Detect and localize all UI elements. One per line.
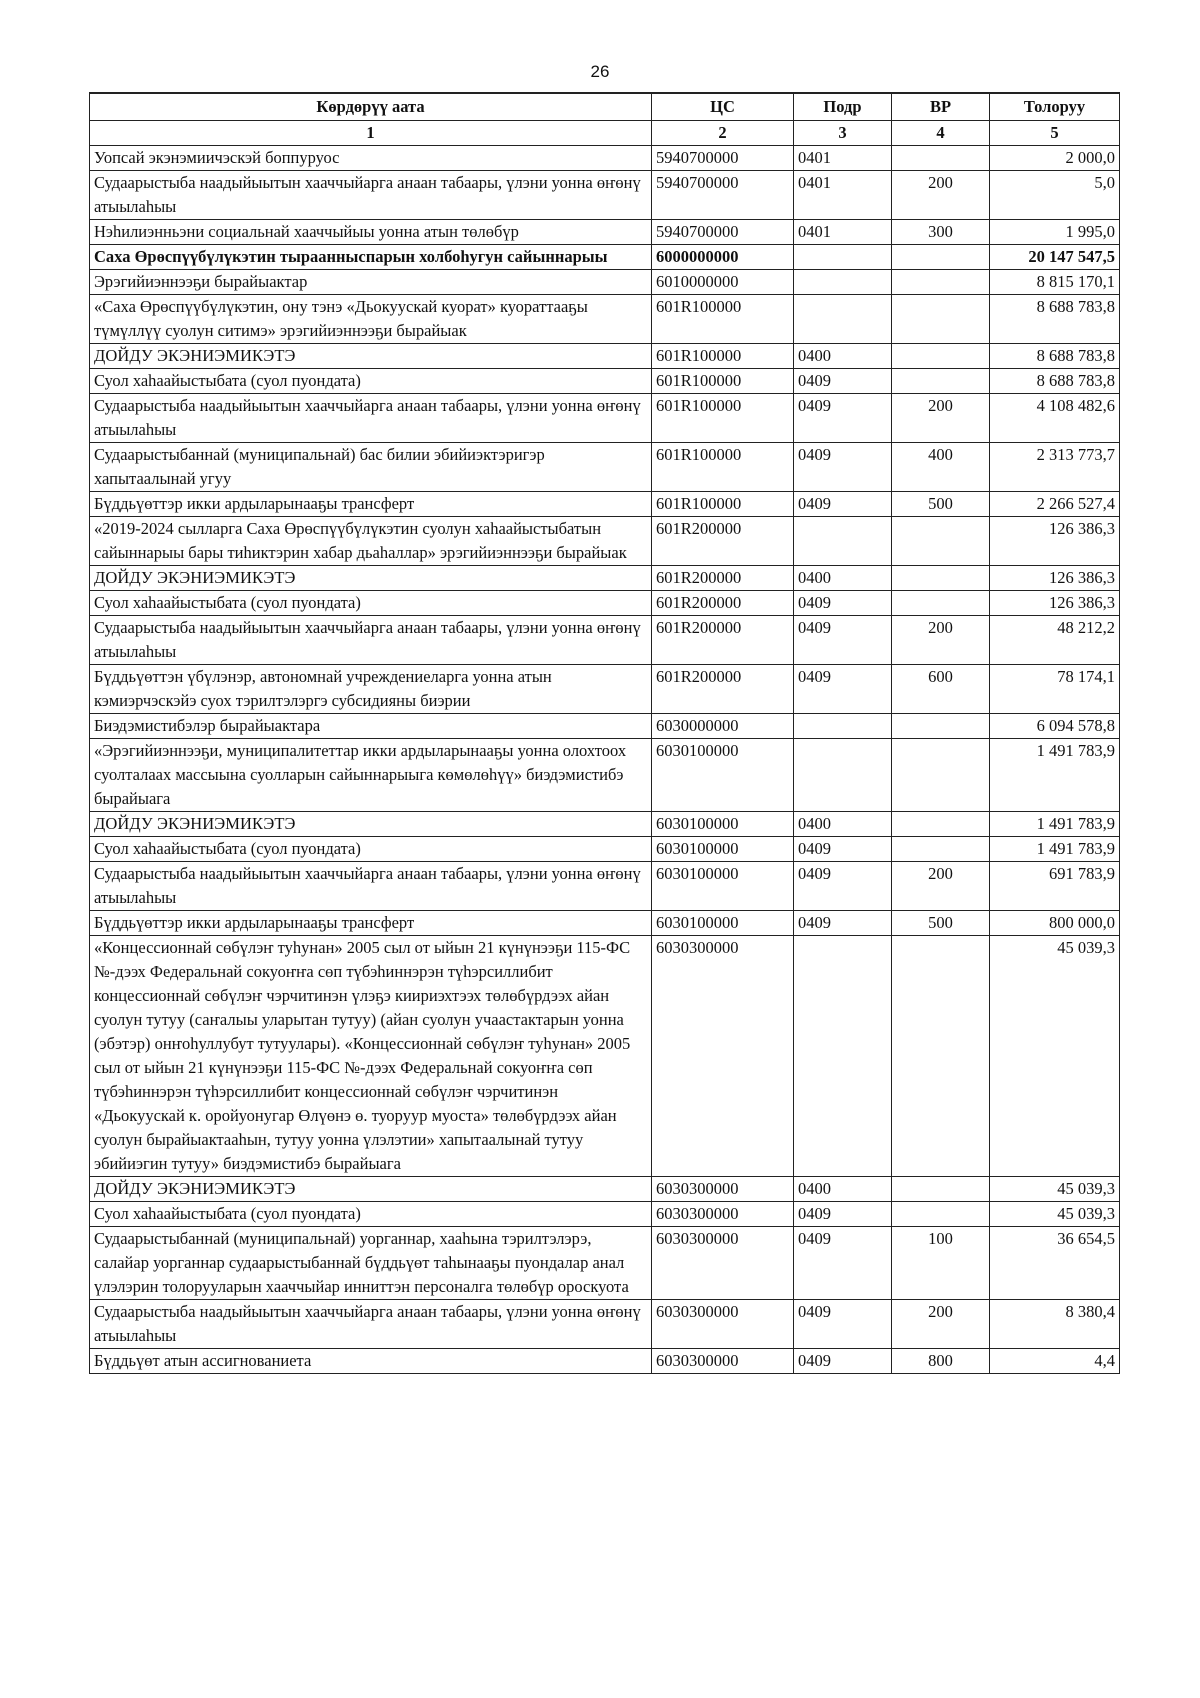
row-target-article: 6030300000 (652, 1177, 794, 1202)
table-row (90, 812, 1120, 837)
row-amount: 126 386,3 (990, 591, 1120, 616)
row-amount: 78 174,1 (990, 665, 1120, 714)
row-amount: 800 000,0 (990, 911, 1120, 936)
table-row (90, 1177, 1120, 1202)
row-target-article: 6030300000 (652, 1227, 794, 1300)
row-name: «Концессионнай сөбүлэҥ туһунан» 2005 сыл от ыйын 21 күнүнээҕи 115-ФС №-дээх Федеральнай сокуоҥҥа сөп түбэһиннэрэн түһэрсиллибит концессионнай сөбүлэҥ чэрчитинэн үлэҕэ киириэхтээх төлөбүрдээх айан суолун тутуу (саҥалыы уларытан тутуу) (айан суолун учаастактарын уонна (эбэтэр) онҥоһуллубут тутуулары). «Концессионнай сөбүлэҥ туһунан» 2005 сыл от ыйын 21 күнүнээҕи 115-ФС №-дээх Федеральнай сокуоҥҥа сөп түбэһиннэрэн түһэрсиллибит концессионнай сөбүлэҥ чэрчитинэн «Дьокуускай к. оройуонугар Өлүөнэ ө. туоруур муоста» төлөбүрдээх айан суолун бырайыактааһын, тутуу уонна үлэлэтии» хапытаалынай тутуу эбийиэгин тутуу» биэдэмистибэ бырайыага (90, 936, 652, 1177)
row-subsection: 0409 (794, 911, 892, 936)
row-subsection (794, 714, 892, 739)
row-expense-type: 400 (892, 443, 990, 492)
row-subsection: 0409 (794, 1300, 892, 1349)
row-name: Суол хаһаайыстыбата (суол пуондата) (90, 837, 652, 862)
row-amount: 20 147 547,5 (990, 245, 1120, 270)
header-expense-type: ВР (892, 93, 990, 121)
row-name: Нэһилиэнньэни социальнай хааччыйыы уонна атын төлөбүр (90, 220, 652, 245)
header-row (90, 93, 1120, 121)
row-expense-type: 600 (892, 665, 990, 714)
row-target-article: 5940700000 (652, 220, 794, 245)
row-name: Суол хаһаайыстыбата (суол пуондата) (90, 591, 652, 616)
table-row (90, 245, 1120, 270)
row-subsection: 0400 (794, 812, 892, 837)
budget-table (89, 92, 1120, 1374)
row-name: Биэдэмистибэлэр бырайыактара (90, 714, 652, 739)
table-row (90, 443, 1120, 492)
row-name: ДОЙДУ ЭКЭНИЭМИКЭТЭ (90, 344, 652, 369)
table-row (90, 394, 1120, 443)
row-name: Судаарыстыба наадыйыытын хааччыйарга анаан табаары, үлэни уонна өҥөнү атыылаһыы (90, 616, 652, 665)
row-expense-type: 200 (892, 1300, 990, 1349)
row-target-article: 601R200000 (652, 591, 794, 616)
row-name: Саха Өрөспүүбүлүкэтин тыраанныспарын холбоһугун сайыннарыы (90, 245, 652, 270)
row-name: Судаарыстыбаннай (муниципальнай) бас билии эбийиэктэригэр хапытаалынай угуу (90, 443, 652, 492)
row-amount: 4,4 (990, 1349, 1120, 1374)
row-subsection: 0401 (794, 220, 892, 245)
row-amount: 8 688 783,8 (990, 344, 1120, 369)
row-subsection: 0400 (794, 1177, 892, 1202)
row-subsection (794, 295, 892, 344)
table-row (90, 270, 1120, 295)
row-name: «Эрэгийиэннээҕи, муниципалитеттар икки ардыларынааҕы уонна олохтоох суолталаах массыына суолларын сайыннарыыга көмөлөһүү» биэдэмистибэ бырайыага (90, 739, 652, 812)
row-expense-type (892, 245, 990, 270)
table-row (90, 936, 1120, 1177)
table-row (90, 566, 1120, 591)
row-expense-type (892, 369, 990, 394)
row-subsection: 0409 (794, 492, 892, 517)
row-amount: 48 212,2 (990, 616, 1120, 665)
row-amount: 126 386,3 (990, 517, 1120, 566)
row-target-article: 601R100000 (652, 369, 794, 394)
row-subsection: 0409 (794, 837, 892, 862)
row-name: Суол хаһаайыстыбата (суол пуондата) (90, 1202, 652, 1227)
row-subsection (794, 245, 892, 270)
row-amount: 8 688 783,8 (990, 295, 1120, 344)
row-target-article: 601R200000 (652, 517, 794, 566)
row-amount: 4 108 482,6 (990, 394, 1120, 443)
header-number: 1 (90, 121, 652, 146)
table-row (90, 911, 1120, 936)
row-name: Судаарыстыба наадыйыытын хааччыйарга анаан табаары, үлэни уонна өҥөнү атыылаһыы (90, 1300, 652, 1349)
row-amount: 1 491 783,9 (990, 837, 1120, 862)
row-subsection: 0409 (794, 1202, 892, 1227)
header-number-row (90, 121, 1120, 146)
header-number: 4 (892, 121, 990, 146)
row-name: Судаарыстыба наадыйыытын хааччыйарга анаан табаары, үлэни уонна өҥөнү атыылаһыы (90, 171, 652, 220)
row-amount: 8 380,4 (990, 1300, 1120, 1349)
row-expense-type (892, 714, 990, 739)
row-expense-type (892, 344, 990, 369)
table-row (90, 220, 1120, 245)
row-amount: 1 491 783,9 (990, 812, 1120, 837)
row-amount: 45 039,3 (990, 936, 1120, 1177)
table-row (90, 517, 1120, 566)
row-target-article: 6030300000 (652, 936, 794, 1177)
row-target-article: 6030300000 (652, 1202, 794, 1227)
row-name: «Саха Өрөспүүбүлүкэтин, ону тэнэ «Дьокуускай куорат» куораттааҕы түмүллүү суолун ситимэ» эрэгийиэннээҕи бырайыак (90, 295, 652, 344)
row-target-article: 6030300000 (652, 1349, 794, 1374)
table-row (90, 739, 1120, 812)
row-subsection: 0409 (794, 616, 892, 665)
row-name: ДОЙДУ ЭКЭНИЭМИКЭТЭ (90, 566, 652, 591)
row-subsection: 0409 (794, 1349, 892, 1374)
table-body (90, 146, 1120, 1374)
row-expense-type (892, 566, 990, 591)
row-name: Судаарыстыба наадыйыытын хааччыйарга анаан табаары, үлэни уонна өҥөнү атыылаһыы (90, 862, 652, 911)
row-target-article: 6000000000 (652, 245, 794, 270)
row-name: Суол хаһаайыстыбата (суол пуондата) (90, 369, 652, 394)
row-expense-type (892, 591, 990, 616)
row-name: Бүддьүөттэр икки ардыларынааҕы трансферт (90, 492, 652, 517)
row-amount: 126 386,3 (990, 566, 1120, 591)
header-indicator-name: Көрдөрүү аата (90, 93, 652, 121)
row-expense-type: 500 (892, 911, 990, 936)
row-expense-type (892, 812, 990, 837)
row-expense-type (892, 1177, 990, 1202)
row-target-article: 6030100000 (652, 862, 794, 911)
row-subsection: 0409 (794, 394, 892, 443)
row-expense-type: 800 (892, 1349, 990, 1374)
row-subsection: 0409 (794, 591, 892, 616)
row-amount: 6 094 578,8 (990, 714, 1120, 739)
row-name: Бүддьүөттэр икки ардыларынааҕы трансферт (90, 911, 652, 936)
row-expense-type (892, 837, 990, 862)
table-row (90, 1300, 1120, 1349)
row-expense-type (892, 517, 990, 566)
row-subsection: 0409 (794, 665, 892, 714)
table-row (90, 295, 1120, 344)
row-name: Бүддьүөттэн үбүлэнэр, автономнай учреждениеларга уонна атын кэмиэрчэскэйэ суох тэрилтэлэргэ субсидияны биэрии (90, 665, 652, 714)
header-number: 3 (794, 121, 892, 146)
row-amount: 2 313 773,7 (990, 443, 1120, 492)
row-subsection: 0409 (794, 1227, 892, 1300)
row-amount: 2 000,0 (990, 146, 1120, 171)
row-name: Бүддьүөт атын ассигнованиета (90, 1349, 652, 1374)
row-amount: 691 783,9 (990, 862, 1120, 911)
row-subsection (794, 517, 892, 566)
row-expense-type: 100 (892, 1227, 990, 1300)
header-number: 2 (652, 121, 794, 146)
row-subsection: 0401 (794, 171, 892, 220)
table-row (90, 171, 1120, 220)
table-row (90, 1202, 1120, 1227)
row-amount: 1 491 783,9 (990, 739, 1120, 812)
row-target-article: 601R100000 (652, 295, 794, 344)
row-amount: 8 688 783,8 (990, 369, 1120, 394)
row-target-article: 5940700000 (652, 171, 794, 220)
row-name: ДОЙДУ ЭКЭНИЭМИКЭТЭ (90, 1177, 652, 1202)
row-expense-type: 200 (892, 616, 990, 665)
row-expense-type (892, 936, 990, 1177)
row-amount: 36 654,5 (990, 1227, 1120, 1300)
row-subsection: 0400 (794, 344, 892, 369)
row-target-article: 601R100000 (652, 443, 794, 492)
table-row (90, 492, 1120, 517)
row-name: Судаарыстыбаннай (муниципальнай) уорганнар, хааһына тэрилтэлэрэ, салайар уорганнар судаарыстыбаннай бүддьүөт таһынааҕы пуондалар анал үлэлэрин толорууларын хааччыйар инниттэн персоналга төлөбүр ороскуота (90, 1227, 652, 1300)
table-row (90, 616, 1120, 665)
table-row (90, 837, 1120, 862)
header-target-article: ЦС (652, 93, 794, 121)
header-execution: Толоруу (990, 93, 1120, 121)
row-subsection: 0409 (794, 862, 892, 911)
row-target-article: 6030100000 (652, 837, 794, 862)
row-target-article: 6030000000 (652, 714, 794, 739)
table-row (90, 862, 1120, 911)
row-target-article: 601R100000 (652, 344, 794, 369)
row-amount: 45 039,3 (990, 1202, 1120, 1227)
row-expense-type (892, 739, 990, 812)
row-target-article: 601R100000 (652, 492, 794, 517)
row-expense-type (892, 1202, 990, 1227)
row-amount: 1 995,0 (990, 220, 1120, 245)
table-row (90, 591, 1120, 616)
row-subsection (794, 270, 892, 295)
row-target-article: 6030300000 (652, 1300, 794, 1349)
row-target-article: 601R100000 (652, 394, 794, 443)
row-target-article: 6010000000 (652, 270, 794, 295)
row-target-article: 5940700000 (652, 146, 794, 171)
row-amount: 2 266 527,4 (990, 492, 1120, 517)
row-target-article: 601R200000 (652, 665, 794, 714)
table-row (90, 1349, 1120, 1374)
row-subsection (794, 936, 892, 1177)
table-row (90, 1227, 1120, 1300)
row-target-article: 6030100000 (652, 911, 794, 936)
table-row (90, 146, 1120, 171)
header-subsection: Подр (794, 93, 892, 121)
table-row (90, 714, 1120, 739)
row-expense-type: 200 (892, 171, 990, 220)
row-amount: 5,0 (990, 171, 1120, 220)
table-row (90, 369, 1120, 394)
row-expense-type: 500 (892, 492, 990, 517)
row-subsection (794, 739, 892, 812)
row-subsection: 0409 (794, 369, 892, 394)
row-name: Уопсай экэнэмиичэскэй боппуруос (90, 146, 652, 171)
row-subsection: 0401 (794, 146, 892, 171)
row-amount: 8 815 170,1 (990, 270, 1120, 295)
row-name: Эрэгийиэннээҕи бырайыактар (90, 270, 652, 295)
page-number: 26 (590, 62, 610, 81)
row-amount: 45 039,3 (990, 1177, 1120, 1202)
row-target-article: 6030100000 (652, 739, 794, 812)
row-target-article: 601R200000 (652, 616, 794, 665)
row-expense-type: 300 (892, 220, 990, 245)
row-expense-type (892, 146, 990, 171)
table-row (90, 344, 1120, 369)
row-expense-type (892, 295, 990, 344)
row-expense-type: 200 (892, 862, 990, 911)
table-row (90, 665, 1120, 714)
row-target-article: 601R200000 (652, 566, 794, 591)
row-expense-type (892, 270, 990, 295)
header-number: 5 (990, 121, 1120, 146)
row-expense-type: 200 (892, 394, 990, 443)
row-name: ДОЙДУ ЭКЭНИЭМИКЭТЭ (90, 812, 652, 837)
row-subsection: 0409 (794, 443, 892, 492)
row-subsection: 0400 (794, 566, 892, 591)
row-name: «2019-2024 сылларга Саха Өрөспүүбүлүкэтин суолун хаһаайыстыбатын сайыннарыы бары тиһиктэрин хабар дьаһаллар» эрэгийиэннээҕи бырайыак (90, 517, 652, 566)
row-name: Судаарыстыба наадыйыытын хааччыйарга анаан табаары, үлэни уонна өҥөнү атыылаһыы (90, 394, 652, 443)
row-target-article: 6030100000 (652, 812, 794, 837)
